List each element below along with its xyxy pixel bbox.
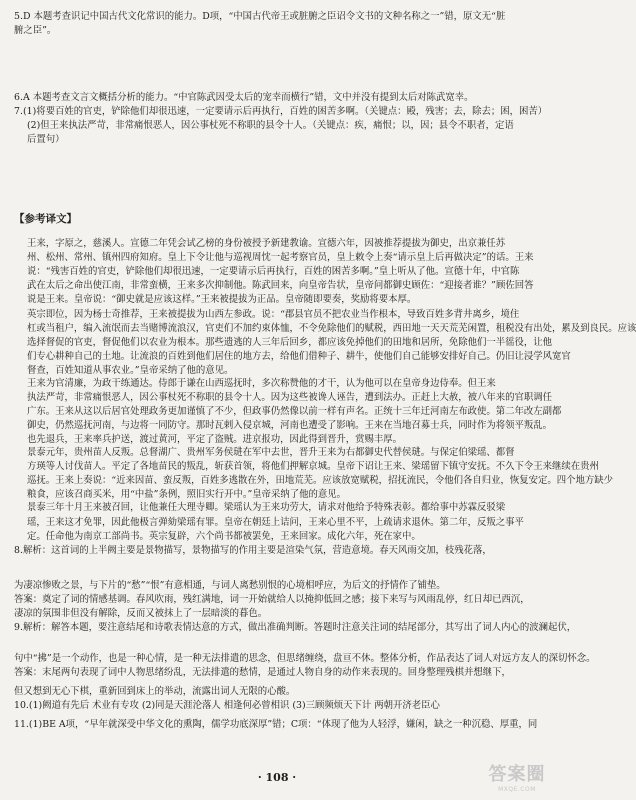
text-line: 们专心耕种自己的土地。让流浪的百姓到他们居住的地方去，给他们借种子、耕牛，使他们自己能够安排好自己。仍旧让浸学风宽官 — [27, 351, 571, 362]
text-line: 答案：末尾两句表现了词中人物思绪纷乱，无法排遣的愁情，是通过人物自身的动作来表现的。回身整理残棋并想继下， — [14, 667, 511, 678]
text-line: 10.(1)阙道有先后 术业有专攻 (2)同是天涯沦落人 相逢何必曾相识 (3)三顾频烦天下计 两朝开济老臣心 — [14, 700, 440, 711]
watermark-logo — [486, 758, 548, 794]
text-line: 巡抚。王来上奏说：“近来因苗、蛮反叛，百姓多逃散在外，田地荒芜。应该放宽赋税，招抚流民，令他们各自归业，恢复安定。四个地方缺少 — [27, 475, 614, 486]
text-line: 御史，仍然巡抚河南，与边将一同防守。那时瓦剌入侵京城，河南也遭受了影响。王来在当地召募士兵，同时作为将领平叛乱。 — [27, 420, 553, 431]
text-line: 9.解析：解答本题，要注意结尾和诗歌表情达意的方式，做出准确判断。答题时注意关注词的结尾部分，其写出了词人内心的波澜起伏， — [14, 622, 577, 633]
text-line: 后置句） — [27, 134, 65, 145]
text-line: 瑶，王来这才免罪，因此他极言弹劾梁瑶有罪。皇帝在朝廷上诘问，王来心里不平，上疏请求退休。第二年，反叛之事平 — [27, 517, 524, 528]
text-line: 广东。王来从这以后居官处理政务更加谨慎了不少，但政事仍然像以前一样有声名。正统十三年迁河南左布政使。第二年改左副都 — [27, 406, 562, 417]
text-line: 但又想到无心下棋，重新回到床上的举动，流露出词人无限的心酸。 — [14, 686, 296, 697]
text-line: 王来为官清廉，为政干练通达。侍郎于谦在山西巡抚时，多次称赞他的才干，认为他可以在皇帝身边侍奉。但王来 — [27, 378, 496, 389]
text-line: 王来，字原之，慈溪人。宣德二年凭会试乙榜的身份被授予新建教谕。宣德六年，因被推荐提拔为御史，出京兼任苏 — [27, 238, 506, 249]
text-line: 说是王来。皇帝说：“御史就是应该这样。”王来被提拔为正品。皇帝随即要奏，奖励将要本厚。 — [27, 294, 417, 305]
text-line: 11.(1)BE A项，“早年就深受中华文化的熏陶，儒学功底深厚”错；C项：“体现了他为人轻浮，嫌闲，缺之一种沉稳、厚重，同 — [14, 719, 538, 730]
text-line: 景泰三年十月王来被召回，让他兼任大理寺卿。梁瑶认为王来功劳大，请求对他给予特殊表彰。都给事中苏霖反驳梁 — [27, 502, 506, 513]
page-number: · 108 · — [257, 771, 297, 784]
text-line: 方瑛等人讨伐苗人。平定了各地苗民的叛乱，斩获首领，将他们押解京城。皇帝下诏让王来、梁瑶留下镇守安抚。不久下令王来继续在贵州 — [27, 461, 599, 472]
text-line: 句中“拂”是一个动作，也是一种心情，是一种无法排遣的思念，但思绪缠绕，盘亘不休。整体分析，作品表达了词人对远方友人的深切怀念。 — [14, 653, 596, 664]
text-line: 7.(1)将要百姓的官吏，铲除他们却很迅速，一定要请示后再执行，百姓的困苦多啊。（关键点：殿，残害；去，除去；困，困苦） — [14, 106, 548, 117]
section-heading: 【参考译文】 — [14, 213, 77, 225]
text-line: 粮食，应该召商买米，用“中盐”条例，照旧实行开中。”皇帝采纳了他的意见。 — [27, 489, 347, 500]
text-line: 州、松州、常州、镇州四府知府。皇上下令让他与巡视周忱一起考察官员，皇上敕令上奏“请示皇上后再做决定”的话。王来 — [27, 252, 534, 263]
text-line: 选择督促的官吏，督促他们以农业为根本。那些遗逃的人三年后回乡，都应该免掉他们的田地和居所，免除他们一半徭役，让他 — [27, 337, 553, 348]
text-line: 8.解析：这首词的上半阙主要是景物描写，景物描写的作用主要是渲染气氛，营造意境。春天风雨交加，枝残花落， — [14, 545, 492, 556]
text-line: 也先退兵，王来率兵护送，渡过黄河，平定了盗贼。进京报功，因此得到晋升，赏赐丰厚。 — [27, 434, 403, 445]
watermark-main: 答案圈 — [488, 763, 546, 785]
text-line: 为凄凉惨败之景，与下片的“愁”“恨”有意相通，与词人离愁别恨的心境相呼应，为后文的抒情作了铺垫。 — [14, 580, 446, 591]
text-line: 定。任命他为南京工部尚书。英宗复辟，六个尚书都被罢免，王来回家。成化六年，死在家中。 — [27, 531, 421, 542]
text-line: 腑之臣”。 — [14, 25, 57, 36]
text-line: 6.A 本题考查文言文概括分析的能力。“中官陈武因受太后的宠幸而横行”错，文中并没有提到太后对陈武宽幸。 — [14, 92, 474, 103]
text-line: 督查，百姓知道从事农业。”皇帝采纳了他的意见。 — [27, 365, 234, 376]
text-line: (2)但王来执法严苛，非常痛恨恶人，因公事杖死不称职的县令十人。（关键点：疾，痛恨；以，因；县令不职者，定语 — [27, 120, 514, 131]
watermark-sub: MXQE.COM — [498, 785, 536, 793]
text-line: 杠或当租户，编入流氓而去当赌博流浪汉，官吏们不加约束体恤，不令免除他们的赋税，西田地一天天荒芜闲置，租税没有出处，累及到良民。应该 — [27, 323, 636, 334]
text-line: 执法严苛，非常痛恨恶人，因公事杖死不称职的县令十人。因为这些被谗人诬告，遭到法办。正赶上大赦，被八年来的官职调任 — [27, 392, 553, 403]
text-line: 答案：奠定了词的情感基调。春风吹雨，残红满地，词一开始就给人以掩抑低回之感；接下来写与风雨乱停，红日却已西沉， — [14, 594, 530, 605]
text-line: 凄凉的氛围非但没有解除，反而又被抹上了一层暗淡的暮色。 — [14, 608, 268, 619]
text-line: 5.D 本题考查识记中国古代文化常识的能力。D项，“中国古代帝王或脏腑之臣诏令文书的文种名称之一”错，原文无“脏 — [14, 11, 506, 22]
text-line: 武在太后之命出使江南，非常蛮横，王来多次抑制他。陈武回来，向皇帝告状，皇帝问都御史顾佐：“迎接者谁？”顾佐回答 — [27, 280, 534, 291]
text-line: 英宗即位，因为杨士奇推荐，王来被提拔为山西左参政。说：“郡县官员不把农业当作根本，导致百姓多背井离乡，境住 — [27, 309, 520, 320]
text-line: 景泰元年，贵州苗人反叛。总督湖广、贵州军务侯琎在军中去世，晋升王来为右都御史代替侯琎。与保定伯梁瑶、都督 — [27, 447, 515, 458]
text-line: 说：“残害百姓的官吏，铲除他们却很迅速，一定要请示后再执行，百姓的困苦多啊。”皇上听从了他。宣德十年，中官陈 — [27, 266, 520, 277]
